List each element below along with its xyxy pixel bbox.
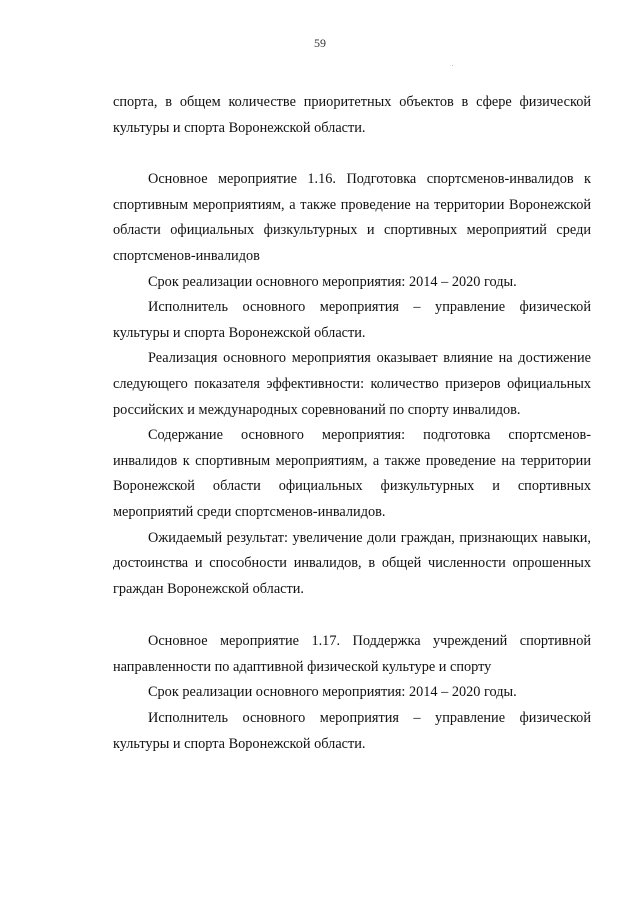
paragraph-measure-1-17-term: Срок реализации основного мероприятия: 2014 – 2020 годы. (148, 684, 517, 701)
paragraph-measure-1-16-result: Ожидаемый результат: увеличение доли граждан, признающих навыки, достоинства и способности инвалидов, в общей численности опрошенных граждан Воронежской области. (113, 529, 591, 597)
paragraph-measure-1-16-title: Основное мероприятие 1.16. Подготовка спортсменов-инвалидов к спортивным мероприятиям, а также проведение на территории Воронежской области официальных физкультурных и спортивных мероприятий среди спортсменов-инвалидов (113, 171, 591, 264)
page-number: 59 (314, 36, 326, 50)
paragraph-measure-1-16-term: Срок реализации основного мероприятия: 2014 – 2020 годы. (148, 273, 517, 290)
paragraph-measure-1-16-executor: Исполнитель основного мероприятия – управление физической культуры и спорта Воронежской области. (113, 299, 591, 341)
document-body (113, 90, 591, 757)
paragraph-measure-1-17-title: Основное мероприятие 1.17. Поддержка учреждений спортивной направленности по адаптивной физической культуре и спорту (113, 633, 591, 675)
paragraph-measure-1-17-executor: Исполнитель основного мероприятия – управление физической культуры и спорта Воронежской области. (113, 710, 591, 752)
paragraph-measure-1-16-content: Содержание основного мероприятия: подготовка спортсменов-инвалидов к спортивным мероприятиям, а также проведение на территории Воронежской области официальных физкультурных и спортивных мероприятий среди спортсменов-инвалидов. (113, 427, 591, 520)
paragraph-measure-1-16-impact: Реализация основного мероприятия оказывает влияние на достижение следующего показателя эффективности: количество призеров официальных российских и международных соревнований по спорту инвалидов. (113, 350, 591, 418)
paragraph-continuation: спорта, в общем количестве приоритетных объектов в сфере физической культуры и спорта Воронежской области. (113, 94, 591, 136)
